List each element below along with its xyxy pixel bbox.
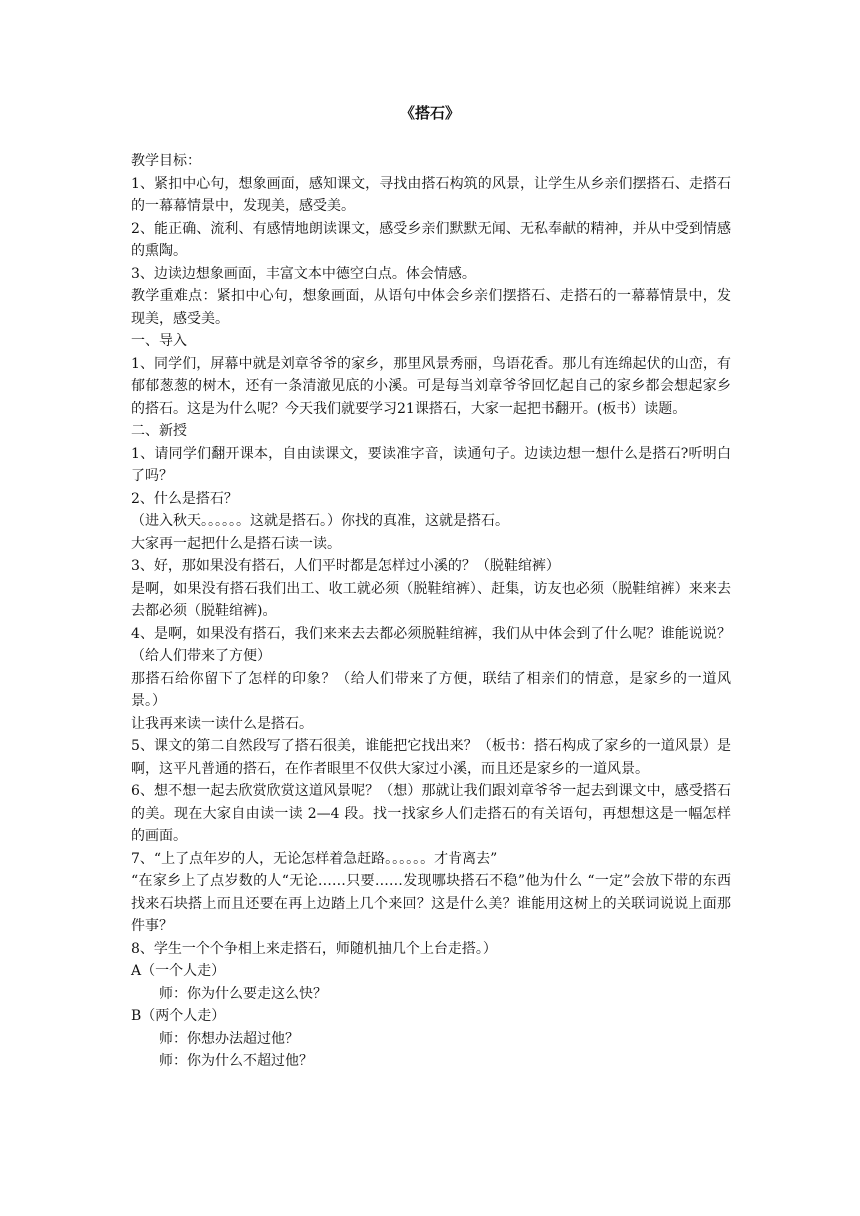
paragraph: A（一个人走） bbox=[131, 963, 226, 979]
paragraph: 5、课文的第二自然段写了搭石很美，谁能把它找出来？（板书：搭石构成了家乡的一道风景）是啊，这平凡普通的搭石，在作者眼里不仅供大家过小溪，而且还是家乡的一道风景。 bbox=[131, 738, 731, 777]
paragraph: 教学目标： bbox=[131, 153, 201, 169]
paragraph: 2、能正确、流利、有感情地朗读课文，感受乡亲们默默无闻、无私奉献的精神，并从中受到情感的熏陶。 bbox=[131, 220, 731, 259]
paragraph: 4、是啊，如果没有搭石，我们来来去去都必须脱鞋绾裤，我们从中体会到了什么呢？谁能说说？（给人们带来了方便） bbox=[131, 625, 731, 664]
paragraph: 那搭石给你留下了怎样的印象？（给人们带来了方便，联结了相亲们的情意，是家乡的一道风景。） bbox=[131, 670, 731, 709]
paragraph: 师：你想办法超过他？ bbox=[159, 1030, 299, 1047]
paragraph: 师：你为什么不超过他？ bbox=[159, 1053, 313, 1069]
paragraph: 1、同学们，屏幕中就是刘章爷爷的家乡，那里风景秀丽，鸟语花香。那儿有连绵起伏的山峦，有郁郁葱葱的树木，还有一条清澈见底的小溪。可是每当刘章爷爷回忆起自己的家乡都会想起家乡的搭石。这是为什么呢？今天我们就要学习21课搭石，大家一起把书翻开。(板书）读题。 bbox=[131, 355, 731, 417]
paragraph: 2、什么是搭石？ bbox=[131, 490, 238, 507]
paragraph: 大家再一起把什么是搭石读一读。 bbox=[131, 535, 341, 552]
paragraph: 教学重难点：紧扣中心句，想象画面，从语句中体会乡亲们摆搭石、走搭石的一幕幕情景中，发现美，感受美。 bbox=[131, 288, 731, 327]
paragraph: 6、想不想一起去欣赏欣赏这道风景呢？（想）那就让我们跟刘章爷爷一起去到课文中，感受搭石的美。现在大家自由读一读 2—4 段。找一找家乡人们走搭石的有关语句，再想想这是一幅怎样的画面。 bbox=[131, 783, 731, 844]
paragraph: 二、新授 bbox=[131, 423, 187, 439]
paragraph: 1、紧扣中心句，想象画面，感知课文，寻找由搭石构筑的风景，让学生从乡亲们摆搭石、走搭石的一幕幕情景中，发现美，感受美。 bbox=[131, 175, 731, 214]
paragraph: 1、请同学们翻开课本，自由读课文，要读准字音，读通句子。边读边想一想什么是搭石?听明白了吗？ bbox=[131, 445, 731, 484]
paragraph: 7、“上了点年岁的人，无论怎样着急赶路。。。。。。才肯离去” bbox=[131, 850, 498, 867]
paragraph: “在家乡上了点岁数的人“无论……只要……发现哪块搭石不稳”他为什么 “一定”会放下带的东西找来石块搭上而且还要在再上边踏上几个来回？这是什么美？谁能用这树上的关联词说说上面那件事？ bbox=[131, 873, 731, 934]
paragraph: 3、好，那如果没有搭石，人们平时都是怎样过小溪的？（脱鞋绾裤） bbox=[131, 558, 560, 574]
paragraph: （进入秋天。。。。。。这就是搭石。）你找的真准，这就是搭石。 bbox=[131, 513, 509, 529]
document-title: 《搭石》 bbox=[399, 104, 460, 122]
paragraph: 让我再来读一读什么是搭石。 bbox=[131, 715, 313, 732]
paragraph: 一、导入 bbox=[131, 333, 187, 349]
paragraph: 是啊，如果没有搭石我们出工、收工就必须（脱鞋绾裤）、赶集，访友也必须（脱鞋绾裤）来来去去都必须（脱鞋绾裤)。 bbox=[131, 580, 731, 619]
paragraph: 师：你为什么要走这么快？ bbox=[159, 985, 327, 1002]
paragraph: 8、学生一个个争相上来走搭石，师随机抽几个上台走搭。） bbox=[131, 940, 497, 957]
paragraph: B（两个人走） bbox=[131, 1008, 226, 1024]
paragraph: 3、边读边想象画面，丰富文本中德空白点。体会情感。 bbox=[131, 265, 476, 282]
document-body bbox=[131, 150, 731, 1073]
